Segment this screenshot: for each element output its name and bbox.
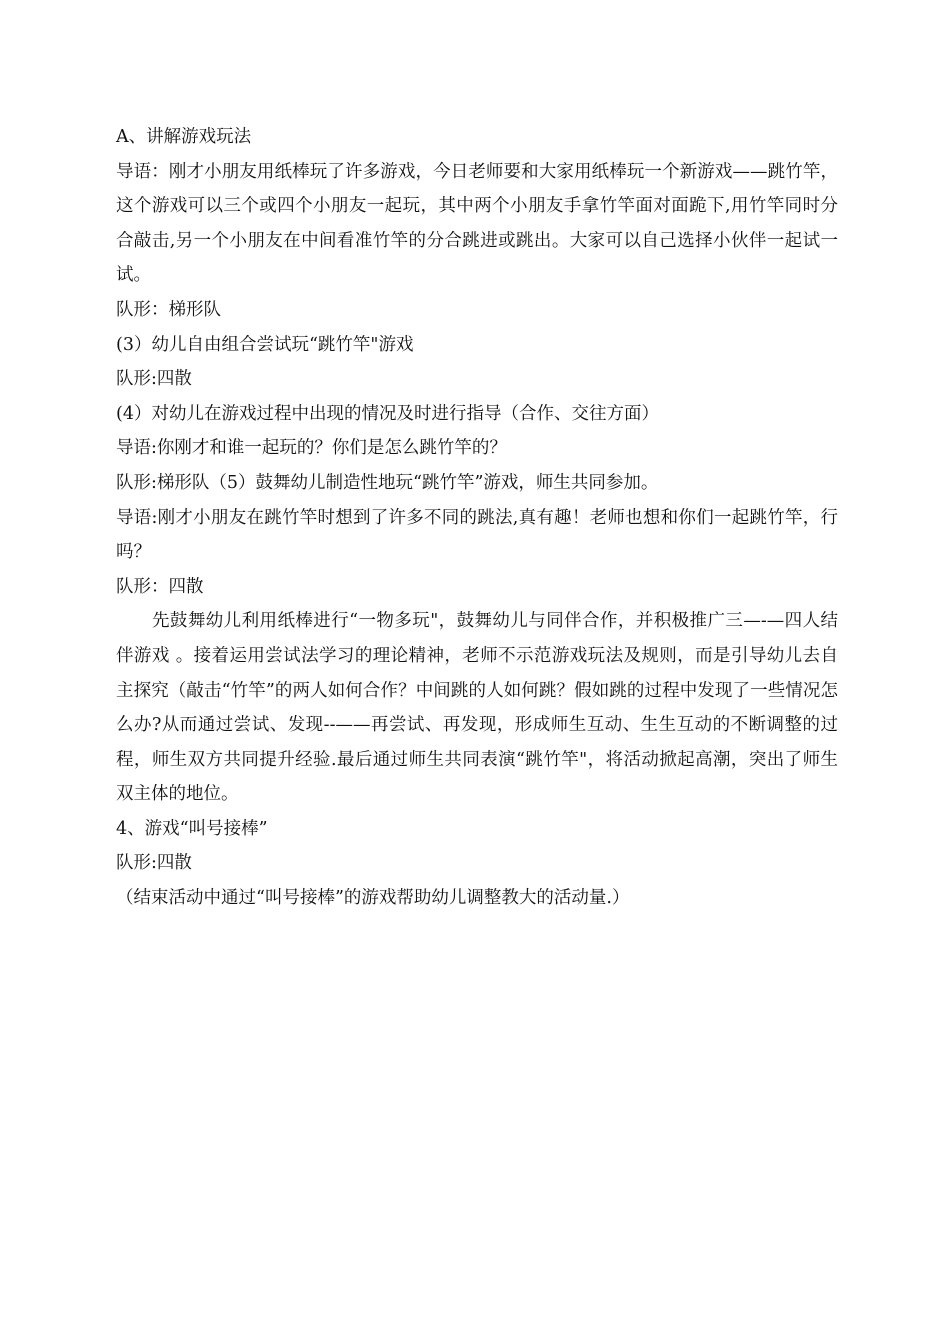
commentary-paragraph: 先鼓舞幼儿利用纸棒进行“一物多玩"，鼓舞幼儿与同伴合作，并积极推广三—-—四人结伴游戏 。接着运用尝试法学习的理论精神，老师不示范游戏玩法及规则，而是引导幼儿去自主探究（敲击“竹竿”的两人如何合作？中间跳的人如何跳？假如跳的过程中发现了一些情况怎么办?从而通过尝试、发现--——再尝试、再发现，形成师生互动、生生互动的不断调整的过程，师生双方共同提升经验.最后通过师生共同表演“跳竹竿"，将活动掀起高潮，突出了师生双主体的地位。 xyxy=(116,611,838,805)
section-heading-explain-rules: A、讲解游戏玩法 xyxy=(116,127,252,147)
guide-speech-paragraph: 导语:刚才小朋友在跳竹竿时想到了许多不同的跳法,真有趣！老师也想和你们一起跳竹竿，行吗？ xyxy=(116,507,838,563)
guide-speech-line: 导语:你刚才和谁一起玩的？你们是怎么跳竹竿的？ xyxy=(116,438,507,459)
formation-line: 队形:四散 xyxy=(116,853,192,874)
closing-note: （结束活动中通过“叫号接棒”的游戏帮助幼儿调整教大的活动量.） xyxy=(116,888,630,909)
formation-line: 队形:四散 xyxy=(116,369,192,390)
formation-line: 队形：梯形队 xyxy=(116,299,221,320)
step-4-line: (4）对幼儿在游戏过程中出现的情况及时进行指导（合作、交往方面） xyxy=(116,403,659,424)
formation-step-5-line: 队形:梯形队（5）鼓舞幼儿制造性地玩“跳竹竿”游戏，师生共同参加。 xyxy=(116,472,659,493)
document-body xyxy=(116,120,838,916)
step-3-line: (3）幼儿自由组合尝试玩“跳竹竿"游戏 xyxy=(116,334,414,355)
formation-line: 队形：四散 xyxy=(116,576,204,597)
guide-speech-paragraph: 导语：刚才小朋友用纸棒玩了许多游戏，今日老师要和大家用纸棒玩一个新游戏——跳竹竿，这个游戏可以三个或四个小朋友一起玩，其中两个小朋友手拿竹竿面对面跪下,用竹竿同时分合敲击,另一个小朋友在中间看准竹竿的分合跳进或跳出。大家可以自己选择小伙伴一起试一试。 xyxy=(116,161,838,286)
section-heading-game-4: 4、游戏“叫号接棒” xyxy=(116,818,268,839)
